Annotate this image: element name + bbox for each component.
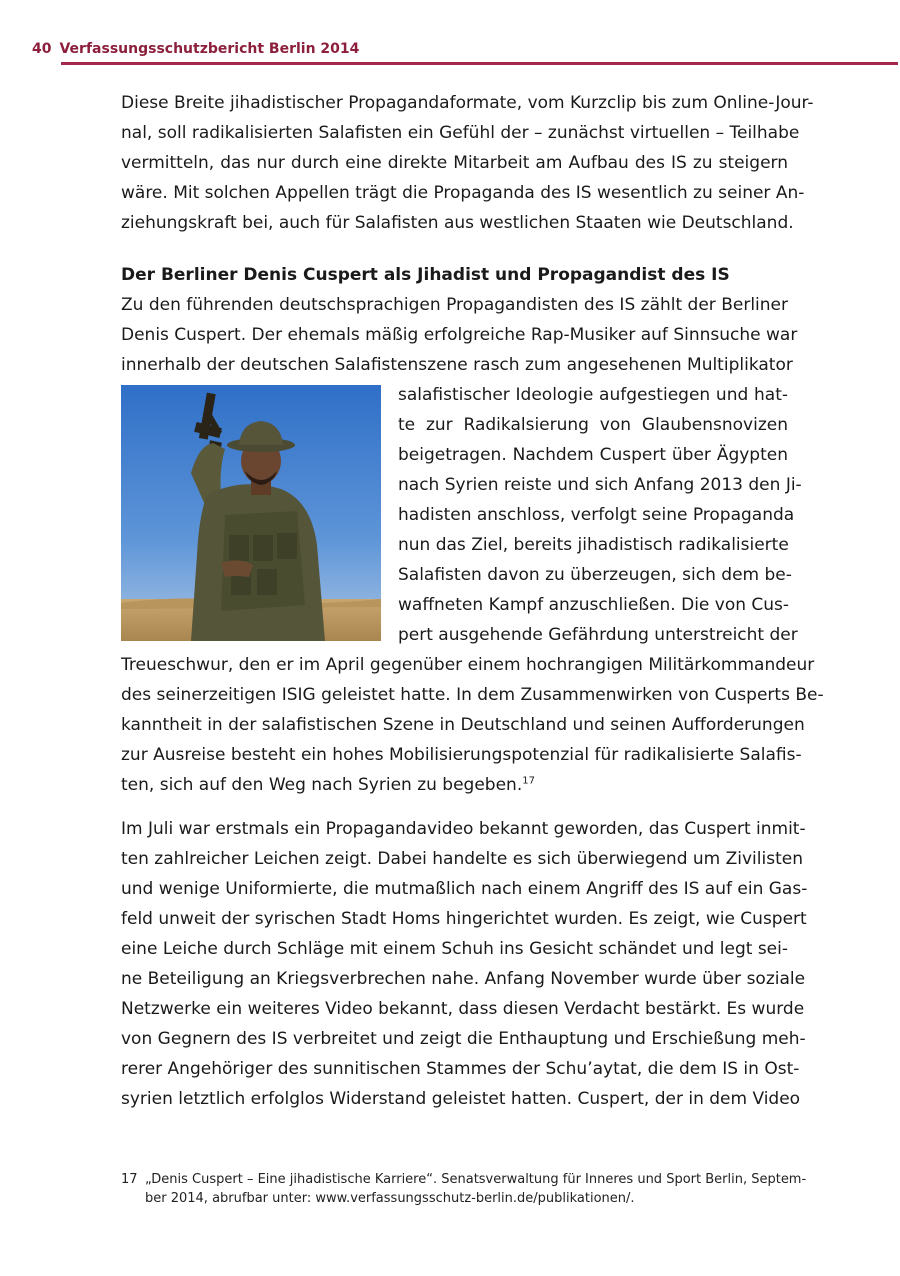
text-line: Denis Cuspert. Der ehemals mäßig erfolgreiche Rap-Musiker auf Sinnsuche war <box>121 325 798 345</box>
footnote-row <box>121 1170 807 1208</box>
section-heading: Der Berliner Denis Cuspert als Jihadist und Propagandist des IS <box>121 265 730 285</box>
text-line: rerer Angehöriger des sunnitischen Stammes der Schu’aytat, die dem IS in Ost- <box>121 1059 800 1079</box>
footnote-line: ber 2014, abrufbar unter: www.verfassungsschutz-berlin.de/publikationen/. <box>145 1191 635 1206</box>
text-line: ziehungskraft bei, auch für Salafisten aus westlichen Staaten wie Deutschland. <box>121 213 794 233</box>
text-line: feld unweit der syrischen Stadt Homs hingerichtet wurden. Es zeigt, wie Cuspert <box>121 909 807 929</box>
paragraph-1 <box>121 88 814 238</box>
wrapped-text <box>398 380 802 650</box>
text-line: vermitteln, das nur durch eine direkte Mitarbeit am Aufbau des IS zu steigern <box>121 153 788 173</box>
text-line: hadisten anschloss, verfolgt seine Propaganda <box>398 505 795 525</box>
text-line: und wenige Uniformierte, die mutmaßlich nach einem Angriff des IS auf ein Gas- <box>121 879 808 899</box>
text-line: syrien letztlich erfolglos Widerstand geleistet hatten. Cuspert, der in dem Video <box>121 1089 801 1109</box>
footnote-reference: 17 <box>522 775 535 787</box>
text-line: waffneten Kampf anzuschließen. Die von Cus- <box>398 595 790 615</box>
image-wrap-block <box>121 380 802 650</box>
text-line: salafistischer Ideologie aufgestiegen und hat- <box>398 385 788 405</box>
page-number: 40 <box>32 41 52 57</box>
text-span: ten, sich auf den Weg nach Syrien zu begeben. <box>121 775 523 795</box>
text-line: ten zahlreicher Leichen zeigt. Dabei handelte es sich überwiegend um Zivilisten <box>121 849 803 869</box>
spacer <box>121 800 788 814</box>
running-header <box>32 40 898 66</box>
running-title: Verfassungsschutzbericht Berlin 2014 <box>59 41 360 57</box>
paragraph-3 <box>121 814 808 1114</box>
paragraph-2 <box>121 290 824 800</box>
text-line <box>121 770 788 800</box>
text-line: wäre. Mit solchen Appellen trägt die Propaganda des IS wesentlich zu seiner An- <box>121 183 805 203</box>
text-line: Im Juli war erstmals ein Propagandavideo bekannt geworden, das Cuspert inmit- <box>121 819 806 839</box>
text-line: innerhalb der deutschen Salafistenszene rasch zum angesehenen Multiplikator <box>121 355 793 375</box>
text-line: te zur Radikalsierung von Glaubensnovizen <box>398 415 788 435</box>
main-text <box>121 88 824 1114</box>
spacer <box>121 238 788 260</box>
text-line: eine Leiche durch Schläge mit einem Schuh ins Gesicht schändet und legt sei- <box>121 939 788 959</box>
text-line: Zu den führenden deutschsprachigen Propagandisten des IS zählt der Berliner <box>121 295 788 315</box>
text-line: des seinerzeitigen ISIG geleistet hatte. In dem Zusammenwirken von Cusperts Be- <box>121 685 824 705</box>
footnote-line: „Denis Cuspert – Eine jihadistische Karriere“. Senatsverwaltung für Inneres und Sport Berlin, Septem- <box>145 1172 807 1187</box>
text-line: nal, soll radikalisierten Salafisten ein Gefühl der – zunächst virtuellen – Teilhabe <box>121 123 800 143</box>
text-line: zur Ausreise besteht ein hohes Mobilisierungspotenzial für radikalisierte Salafis- <box>121 745 802 765</box>
text-line: nun das Ziel, bereits jihadistisch radikalisierte <box>398 535 789 555</box>
text-line: nach Syrien reiste und sich Anfang 2013 den Ji- <box>398 475 802 495</box>
footnote <box>121 1170 807 1208</box>
text-line: ne Beteiligung an Kriegsverbrechen nahe. Anfang November wurde über soziale <box>121 969 806 989</box>
header-text <box>32 40 359 58</box>
header-rule <box>61 62 898 65</box>
text-line: beigetragen. Nachdem Cuspert über Ägypten <box>398 445 788 465</box>
text-line: Diese Breite jihadistischer Propagandaformate, vom Kurzclip bis zum Online-Jour- <box>121 93 814 113</box>
footnote-number: 17 <box>121 1172 138 1187</box>
text-line: Treueschwur, den er im April gegenüber einem hochrangigen Militärkommandeur <box>121 655 815 675</box>
photo-denis-cuspert <box>121 385 381 641</box>
text-line: kanntheit in der salafistischen Szene in Deutschland und seinen Aufforderungen <box>121 715 805 735</box>
text-line: Netzwerke ein weiteres Video bekannt, dass diesen Verdacht bestärkt. Es wurde <box>121 999 805 1019</box>
photo-illustration <box>121 385 381 641</box>
text-line: Salafisten davon zu überzeugen, sich dem be- <box>398 565 792 585</box>
text-line: von Gegnern des IS verbreitet und zeigt die Enthauptung und Erschießung meh- <box>121 1029 806 1049</box>
text-line: pert ausgehende Gefährdung unterstreicht der <box>398 625 798 645</box>
